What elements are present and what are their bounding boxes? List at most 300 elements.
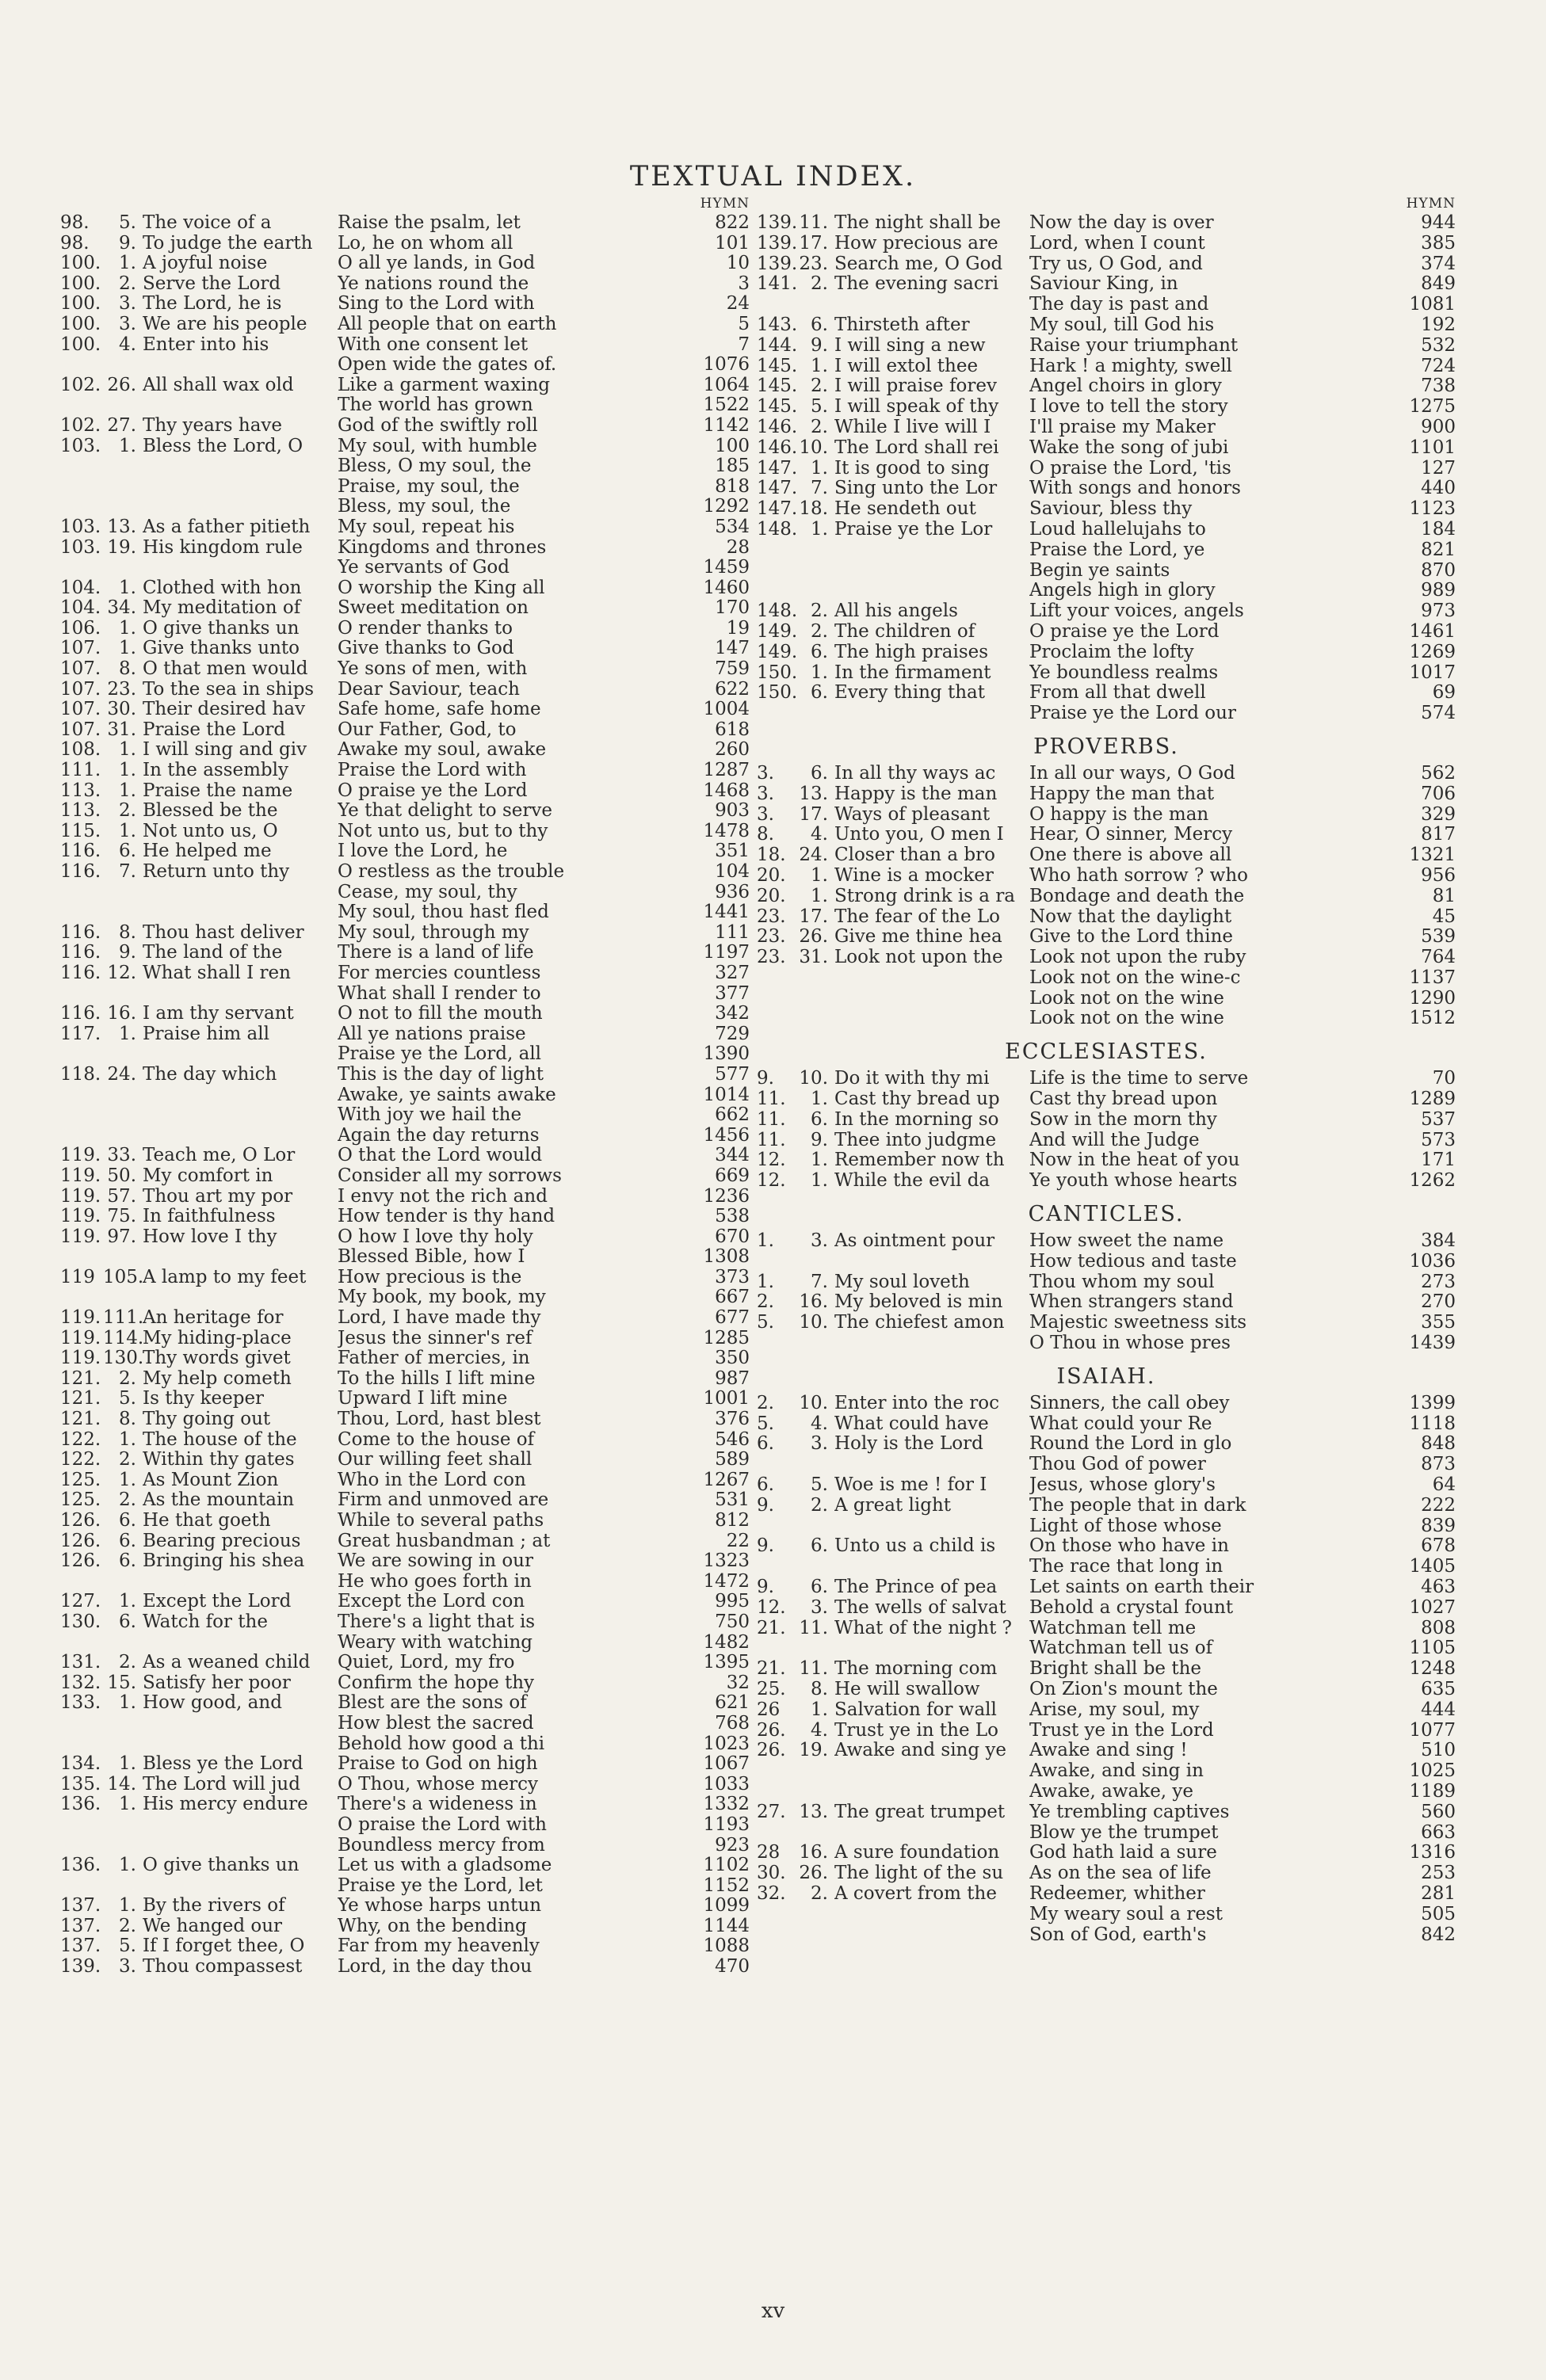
verse-ref: 10. xyxy=(799,1313,828,1333)
verse-ref: 1. xyxy=(119,618,136,639)
verse-ref: 17. xyxy=(799,906,828,927)
index-entry xyxy=(757,948,1456,968)
index-entry xyxy=(757,601,1456,622)
verse-ref: 1. xyxy=(119,1754,136,1775)
verse-ref: 3. xyxy=(811,1434,828,1455)
scripture-text: Serve the Lord xyxy=(143,273,281,294)
hymn-first-line: Loud hallelujahs to xyxy=(1029,519,1206,540)
hymn-first-line: Lift your voices, angels xyxy=(1029,601,1244,622)
hymn-number: 24 xyxy=(726,294,750,315)
scripture-text: While the evil da xyxy=(834,1171,991,1192)
hymn-number: 329 xyxy=(1421,804,1456,825)
hymn-first-line: One there is above all xyxy=(1029,845,1232,866)
hymn-first-line: My soul, thou hast fled xyxy=(338,902,549,923)
index-entry xyxy=(60,1004,750,1024)
scripture-text: Thou art my por xyxy=(143,1186,293,1207)
hymn-number: 1081 xyxy=(1409,295,1456,315)
scripture-text: As the mountain xyxy=(143,1490,295,1511)
hymn-first-line: Praise the Lord, ye xyxy=(1029,540,1205,560)
hymn-first-line: Awake, and sing in xyxy=(1029,1761,1204,1782)
index-entry xyxy=(757,1619,1456,1639)
chapter-ref: 107. xyxy=(60,719,101,740)
chapter-ref: 121. xyxy=(60,1389,101,1409)
index-entry xyxy=(60,1207,750,1227)
hymn-number: 759 xyxy=(715,659,750,680)
hymn-number: 69 xyxy=(1432,683,1456,704)
verse-ref: 6. xyxy=(119,1531,136,1551)
chapter-ref: 116. xyxy=(60,1004,101,1024)
hymn-number: 677 xyxy=(715,1308,750,1329)
hymn-number: 1316 xyxy=(1409,1843,1456,1863)
chapter-ref: 107. xyxy=(60,679,101,700)
hymn-number: 839 xyxy=(1421,1516,1456,1536)
index-entry xyxy=(60,1957,750,1978)
hymn-number: 1248 xyxy=(1409,1659,1456,1680)
scripture-text: The fear of the Lo xyxy=(834,906,1000,927)
chapter-ref: 115. xyxy=(60,821,101,841)
scripture-text: My beloved is min xyxy=(834,1292,1003,1313)
hymn-number: 5 xyxy=(738,314,750,334)
verse-ref: 1. xyxy=(811,662,828,683)
index-entry xyxy=(757,1925,1456,1946)
scripture-text: Wine is a mocker xyxy=(834,865,994,886)
hymn-number: 1137 xyxy=(1409,967,1456,988)
hymn-first-line: On Zion's mount the xyxy=(1029,1680,1218,1699)
chapter-ref: 26. xyxy=(757,1720,786,1741)
scripture-text: A great light xyxy=(834,1495,952,1516)
verse-ref: 1. xyxy=(811,1171,828,1192)
hymn-number: 1025 xyxy=(1409,1761,1456,1782)
hymn-first-line: The day is past and xyxy=(1029,295,1209,315)
hymn-first-line: While to several paths xyxy=(338,1511,544,1531)
hymn-first-line: Saviour King, in xyxy=(1029,274,1178,295)
hymn-number: 444 xyxy=(1421,1699,1456,1720)
hymn-number: 1014 xyxy=(703,1085,750,1105)
scripture-text: Bless ye the Lord xyxy=(143,1754,303,1775)
hymn-number: 900 xyxy=(1421,417,1456,437)
hymn-number: 812 xyxy=(715,1511,750,1531)
index-entry xyxy=(60,1633,750,1653)
verse-ref: 34. xyxy=(107,598,136,619)
scripture-text: In the firmament xyxy=(834,662,991,683)
hymn-number: 944 xyxy=(1421,213,1456,233)
verse-ref: 7. xyxy=(119,862,136,882)
verse-ref: 26. xyxy=(799,927,828,948)
index-entry xyxy=(60,1409,750,1430)
hymn-number: 1289 xyxy=(1409,1089,1456,1110)
scripture-text: His mercy endure xyxy=(143,1795,308,1815)
scripture-text: He will swallow xyxy=(834,1680,980,1699)
hymn-first-line: How blest the sacred xyxy=(338,1713,534,1734)
chapter-ref: 139. xyxy=(757,254,798,274)
scripture-text: The light of the su xyxy=(834,1863,1004,1884)
hymn-number: 1285 xyxy=(703,1328,750,1348)
scripture-text: Praise ye the Lor xyxy=(834,519,993,540)
hymn-number: 873 xyxy=(1421,1455,1456,1475)
index-entry xyxy=(757,1089,1456,1110)
chapter-ref: 146. xyxy=(757,437,798,458)
chapter-ref: 116. xyxy=(60,943,101,963)
hymn-first-line: Weary with watching xyxy=(338,1632,533,1653)
index-entry xyxy=(757,1843,1456,1863)
verse-ref: 5. xyxy=(119,1389,136,1409)
hymn-number: 923 xyxy=(715,1835,750,1856)
verse-ref: 1. xyxy=(119,1429,136,1450)
chapter-ref: 27. xyxy=(757,1802,786,1822)
verse-ref: 1. xyxy=(811,865,828,886)
hymn-first-line: All people that on earth xyxy=(338,314,557,334)
chapter-ref: 132. xyxy=(60,1672,101,1693)
index-entry xyxy=(60,1653,750,1673)
scripture-text: His kingdom rule xyxy=(143,537,303,558)
index-entry xyxy=(757,234,1456,254)
hymn-first-line: My weary soul a rest xyxy=(1029,1904,1223,1924)
hymn-number: 32 xyxy=(726,1672,750,1693)
hymn-first-line: Upward I lift mine xyxy=(338,1389,508,1409)
hymn-number: 184 xyxy=(1421,519,1456,540)
hymn-first-line: Who hath sorrow ? who xyxy=(1029,865,1248,886)
hymn-first-line: Bless, my soul, the xyxy=(338,497,511,517)
index-entry xyxy=(757,1110,1456,1131)
index-entry xyxy=(60,1287,750,1308)
hymn-number: 1076 xyxy=(703,355,750,376)
hymn-first-line: My soul, repeat his xyxy=(338,517,515,537)
hymn-number: 1459 xyxy=(703,558,750,578)
chapter-ref: 122. xyxy=(60,1429,101,1450)
chapter-ref: 146. xyxy=(757,417,798,437)
hymn-first-line: Lord, when I count xyxy=(1029,233,1205,254)
verse-ref: 3. xyxy=(811,1597,828,1618)
index-entry xyxy=(757,1150,1456,1171)
scripture-text: Remember now th xyxy=(834,1150,1005,1171)
index-entry xyxy=(60,376,750,396)
verse-ref: 19. xyxy=(107,537,136,558)
chapter-ref: 145. xyxy=(757,376,798,397)
verse-ref: 1. xyxy=(119,1693,136,1714)
scripture-text: O that men would xyxy=(143,659,308,680)
index-entry xyxy=(60,1389,750,1409)
hymn-first-line: Awake my soul, awake xyxy=(338,740,547,761)
hymn-number: 374 xyxy=(1421,254,1456,274)
verse-ref: 1. xyxy=(119,436,136,456)
hymn-first-line: Our Father, God, to xyxy=(338,719,517,740)
hymn-first-line: I envy not the rich and xyxy=(338,1186,548,1207)
chapter-ref: 103. xyxy=(60,537,101,558)
verse-ref: 1. xyxy=(119,761,136,781)
index-entry xyxy=(757,805,1456,826)
index-entry xyxy=(60,619,750,639)
hymn-number: 1395 xyxy=(703,1653,750,1673)
hymn-first-line: Lord, I have made thy xyxy=(338,1308,541,1329)
hymn-number: 470 xyxy=(715,1957,750,1978)
verse-ref: 16. xyxy=(799,1843,828,1863)
chapter-ref: 11. xyxy=(757,1130,786,1150)
scripture-text: Enter into his xyxy=(143,334,269,355)
hymn-first-line: Lo, he on whom all xyxy=(338,233,513,254)
scripture-text: Teach me, O Lor xyxy=(143,1146,296,1166)
hymn-number: 750 xyxy=(715,1611,750,1632)
index-entry xyxy=(60,1815,750,1836)
hymn-number: 678 xyxy=(1421,1536,1456,1557)
hymn-number: 3 xyxy=(738,273,750,294)
hymn-first-line: In all our ways, O God xyxy=(1029,763,1235,784)
hymn-first-line: With joy we hail the xyxy=(338,1105,522,1126)
index-entry xyxy=(60,1531,750,1552)
chapter-ref: 1. xyxy=(757,1231,774,1252)
hymn-first-line: Bondage and death the xyxy=(1029,886,1245,906)
index-entry xyxy=(757,1434,1456,1455)
scripture-text: In faithfulness xyxy=(143,1207,276,1227)
index-entry xyxy=(757,1802,1456,1823)
hymn-first-line: God of the swiftly roll xyxy=(338,415,538,436)
hymn-first-line: Consider all my sorrows xyxy=(338,1165,562,1186)
scripture-text: Salvation for wall xyxy=(834,1699,997,1720)
chapter-ref: 118. xyxy=(60,1064,101,1085)
hymn-first-line: Watchman tell me xyxy=(1029,1618,1197,1638)
index-entry xyxy=(757,927,1456,948)
verse-ref: 9. xyxy=(119,943,136,963)
hymn-first-line: With one consent let xyxy=(338,334,529,355)
chapter-ref: 103. xyxy=(60,436,101,456)
scripture-text: As ointment pour xyxy=(834,1231,995,1252)
index-entry xyxy=(757,274,1456,295)
hymn-number: 373 xyxy=(715,1267,750,1287)
verse-ref: 2. xyxy=(119,1916,136,1936)
hymn-column-header: HYMN xyxy=(700,196,750,212)
hymn-number: 1088 xyxy=(703,1936,750,1957)
index-entry xyxy=(757,1905,1456,1925)
verse-ref: 1. xyxy=(119,780,136,801)
chapter-ref: 100. xyxy=(60,254,101,274)
index-entry xyxy=(60,883,750,903)
index-entry xyxy=(757,968,1456,989)
scripture-text: The Lord shall rei xyxy=(834,437,999,458)
hymn-first-line: Sow in the morn thy xyxy=(1029,1109,1217,1130)
hymn-number: 706 xyxy=(1421,784,1456,804)
verse-ref: 3. xyxy=(811,1231,828,1252)
scripture-text: Sing unto the Lor xyxy=(834,479,998,499)
hymn-number: 870 xyxy=(1421,560,1456,581)
hymn-first-line: To the hills I lift mine xyxy=(338,1368,536,1389)
index-entry xyxy=(757,1782,1456,1802)
hymn-first-line: Thou God of power xyxy=(1029,1455,1206,1475)
index-entry xyxy=(60,1511,750,1531)
hymn-first-line: I love the Lord, he xyxy=(338,841,508,862)
hymn-first-line: O praise ye the Lord xyxy=(1029,621,1220,642)
hymn-number: 111 xyxy=(715,922,750,943)
hymn-first-line: What could your Re xyxy=(1029,1413,1212,1434)
index-entry xyxy=(60,598,750,619)
index-entry xyxy=(60,1450,750,1470)
index-entry xyxy=(757,357,1456,377)
scripture-text: My hiding-place xyxy=(143,1328,292,1348)
verse-ref: 4. xyxy=(811,825,828,845)
verse-ref: 13. xyxy=(799,1802,828,1822)
scripture-text: In the morning so xyxy=(834,1109,999,1130)
chapter-ref: 150. xyxy=(757,662,798,683)
hymn-first-line: O restless as the trouble xyxy=(338,862,565,882)
hymn-first-line: Give to the Lord thine xyxy=(1029,927,1234,948)
index-entry xyxy=(60,1065,750,1085)
scripture-text: Not unto us, O xyxy=(143,821,278,841)
hymn-number: 350 xyxy=(715,1348,750,1369)
book-section-heading: PROVERBS. xyxy=(1033,734,1179,759)
chapter-ref: 98. xyxy=(60,233,90,254)
chapter-ref: 12. xyxy=(757,1150,786,1171)
verse-ref: 1. xyxy=(119,1896,136,1917)
hymn-first-line: Kingdoms and thrones xyxy=(338,537,547,558)
hymn-first-line: Lord, in the day thou xyxy=(338,1957,533,1978)
hymn-number: 1001 xyxy=(703,1389,750,1409)
hymn-number: 1405 xyxy=(1409,1557,1456,1577)
index-entry xyxy=(60,761,750,781)
index-entry xyxy=(60,1247,750,1268)
hymn-first-line: Jesus, whose glory's xyxy=(1029,1475,1216,1496)
hymn-number: 936 xyxy=(715,882,750,902)
chapter-ref: 145. xyxy=(757,356,798,376)
chapter-ref: 137. xyxy=(60,1896,101,1917)
chapter-ref: 136. xyxy=(60,1795,101,1815)
scripture-text: A sure foundation xyxy=(834,1843,1000,1863)
hymn-first-line: Angel choirs in glory xyxy=(1029,376,1222,397)
hymn-number: 28 xyxy=(726,537,750,558)
hymn-number: 538 xyxy=(715,1207,750,1227)
scripture-text: How precious are xyxy=(834,233,998,254)
scripture-text: The Lord, he is xyxy=(143,294,282,315)
chapter-ref: 5. xyxy=(757,1413,774,1434)
left-entries xyxy=(60,213,750,1978)
scripture-text: Bless the Lord, O xyxy=(143,436,303,456)
index-entry xyxy=(60,1673,750,1694)
hymn-number: 808 xyxy=(1421,1618,1456,1638)
hymn-number: 170 xyxy=(715,598,750,619)
chapter-ref: 8. xyxy=(757,825,774,845)
index-entry xyxy=(757,887,1456,907)
hymn-first-line: Hark ! a mighty, swell xyxy=(1029,356,1232,376)
verse-ref: 1. xyxy=(811,1089,828,1110)
hymn-first-line: O Thou, whose mercy xyxy=(338,1774,538,1795)
hymn-number: 342 xyxy=(715,1004,750,1024)
verse-ref: 2. xyxy=(811,1495,828,1516)
scripture-text: Thy years have xyxy=(143,415,283,436)
hymn-number: 440 xyxy=(1421,479,1456,499)
hymn-number: 344 xyxy=(715,1146,750,1166)
hymn-first-line: Let us with a gladsome xyxy=(338,1856,552,1876)
hymn-first-line: Happy the man that xyxy=(1029,784,1215,804)
hymn-first-line: There's a light that is xyxy=(338,1611,536,1632)
scripture-text: Give me thine hea xyxy=(834,927,1002,948)
index-entry xyxy=(60,1085,750,1106)
hymn-number: 1142 xyxy=(703,415,750,436)
hymn-number: 729 xyxy=(715,1024,750,1044)
index-entry xyxy=(757,845,1456,866)
hymn-first-line: God hath laid a sure xyxy=(1029,1843,1217,1863)
chapter-ref: 147. xyxy=(757,499,798,520)
chapter-ref: 100. xyxy=(60,334,101,355)
index-entry xyxy=(60,720,750,741)
index-entry xyxy=(757,459,1456,479)
hymn-first-line: Quiet, Lord, my fro xyxy=(338,1653,515,1673)
hymn-first-line: Arise, my soul, my xyxy=(1029,1699,1200,1720)
verse-ref: 1. xyxy=(119,1856,136,1876)
chapter-ref: 23. xyxy=(757,927,786,948)
verse-ref: 19. xyxy=(799,1741,828,1761)
scripture-text: Satisfy her poor xyxy=(143,1672,291,1693)
verse-ref: 6. xyxy=(811,683,828,704)
hymn-number: 768 xyxy=(715,1713,750,1734)
scripture-text: Within thy gates xyxy=(143,1450,295,1470)
scripture-text: Happy is the man xyxy=(834,784,998,804)
index-entry xyxy=(60,862,750,883)
hymn-first-line: Proclaim the lofty xyxy=(1029,642,1194,662)
hymn-first-line: Again the day returns xyxy=(338,1125,540,1146)
hymn-first-line: My soul, through my xyxy=(338,922,529,943)
index-entry xyxy=(757,561,1456,582)
chapter-ref: 127. xyxy=(60,1592,101,1612)
hymn-first-line: Praise to God on high xyxy=(338,1754,538,1775)
index-entry xyxy=(757,989,1456,1009)
hymn-number: 101 xyxy=(715,233,750,254)
scripture-text: I will speak of thy xyxy=(834,397,999,418)
hymn-number: 1323 xyxy=(703,1551,750,1572)
chapter-ref: 119. xyxy=(60,1207,101,1227)
verse-ref: 1. xyxy=(119,1592,136,1612)
verse-ref: 23. xyxy=(799,254,828,274)
hymn-number: 260 xyxy=(715,740,750,761)
hymn-number: 539 xyxy=(1421,927,1456,948)
hymn-number: 355 xyxy=(1421,1313,1456,1333)
verse-ref: 6. xyxy=(119,1551,136,1572)
verse-ref: 2. xyxy=(119,1653,136,1673)
index-entry xyxy=(757,1638,1456,1659)
index-entry xyxy=(60,1268,750,1288)
scripture-text: Blessed be the xyxy=(143,801,278,822)
hymn-number: 1321 xyxy=(1409,845,1456,866)
index-entry xyxy=(60,517,750,538)
verse-ref: 9. xyxy=(811,335,828,356)
chapter-ref: 23. xyxy=(757,948,786,968)
verse-ref: 1. xyxy=(811,886,828,906)
hymn-first-line: Praise the Lord with xyxy=(338,761,527,781)
verse-ref: 16. xyxy=(107,1004,136,1024)
verse-ref: 4. xyxy=(811,1720,828,1741)
hymn-number: 171 xyxy=(1421,1150,1456,1171)
hymn-number: 534 xyxy=(715,517,750,537)
chapter-ref: 6. xyxy=(757,1475,774,1496)
index-entry xyxy=(757,1577,1456,1598)
chapter-ref: 5. xyxy=(757,1313,774,1333)
scripture-text: The evening sacri xyxy=(834,274,999,295)
scripture-text: Look not upon the xyxy=(834,948,1003,968)
chapter-ref: 121. xyxy=(60,1368,101,1389)
scripture-text: The high praises xyxy=(834,642,989,662)
chapter-ref: 139. xyxy=(757,213,798,233)
verse-ref: 1. xyxy=(811,1150,828,1171)
index-entry xyxy=(757,1455,1456,1475)
chapter-ref: 1. xyxy=(757,1272,774,1292)
hymn-number: 1236 xyxy=(703,1186,750,1207)
index-entry xyxy=(757,540,1456,561)
index-entry xyxy=(60,416,750,437)
verse-ref: 1. xyxy=(811,458,828,479)
hymn-first-line: Awake, awake, ye xyxy=(1029,1781,1194,1802)
hymn-number: 1118 xyxy=(1409,1413,1456,1434)
hymn-first-line: How sweet the name xyxy=(1029,1231,1224,1252)
hymn-number: 989 xyxy=(1421,581,1456,601)
chapter-ref: 113. xyxy=(60,780,101,801)
verse-ref: 6. xyxy=(811,763,828,784)
chapter-ref: 107. xyxy=(60,659,101,680)
